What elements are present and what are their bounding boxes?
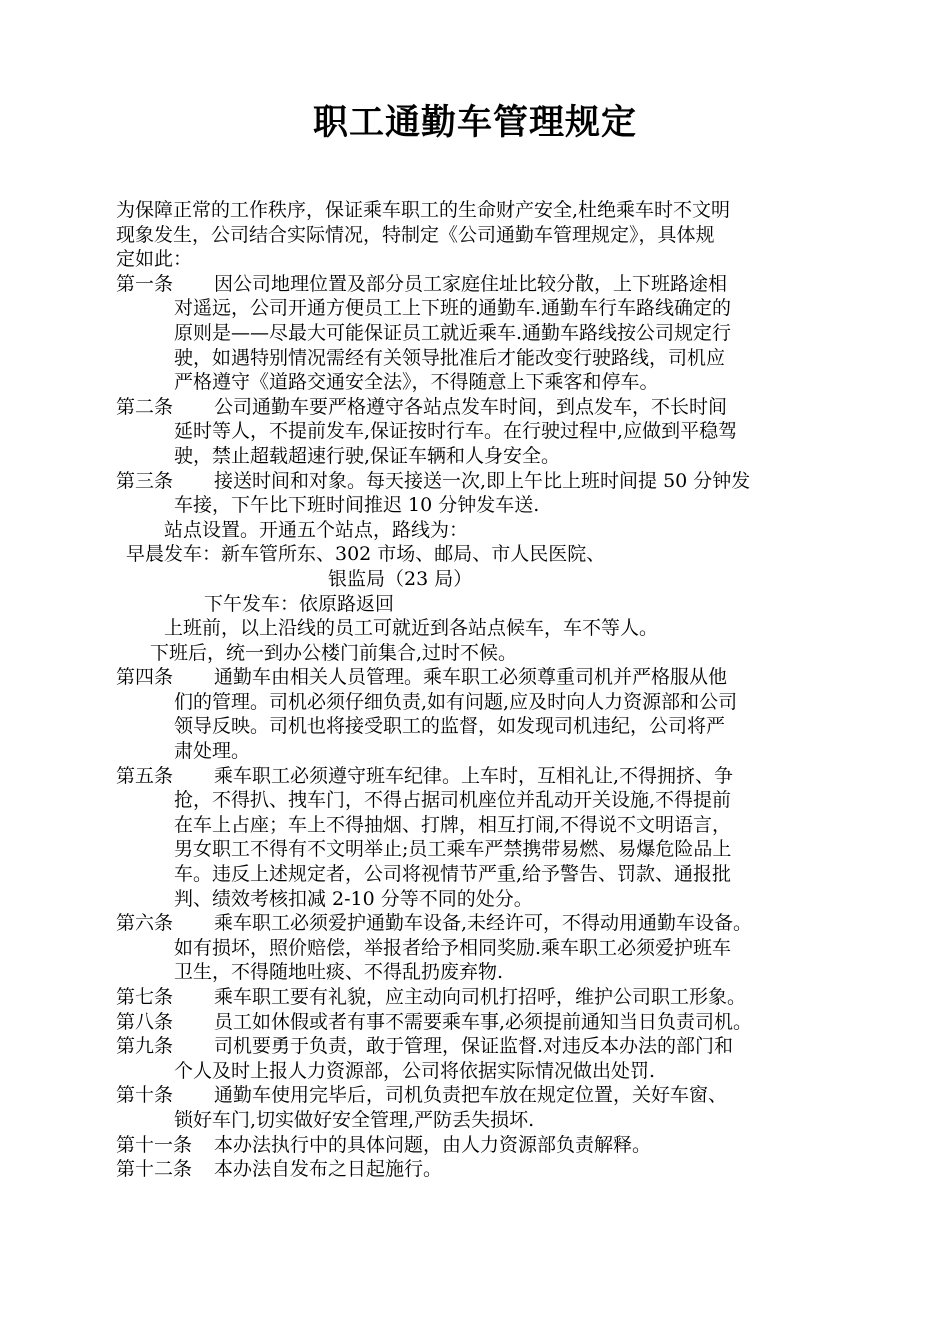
article-12-line bbox=[116, 1157, 846, 1182]
article-line: 判、绩效考核扣减 2-10 分等不同的处分。 bbox=[174, 887, 533, 910]
article-text: 因公司地理位置及部分员工家庭住址比较分散，上下班路途相 bbox=[214, 272, 728, 295]
article-4-first-line bbox=[116, 665, 846, 690]
article-10-first-line bbox=[116, 1083, 846, 1108]
article-line: 男女职工不得有不文明举止;员工乘车严禁携带易燃、易爆危险品上 bbox=[174, 838, 732, 861]
article-line: 驶，如遇特别情况需经有关领导批准后才能改变行驶路线，司机应 bbox=[174, 346, 726, 369]
intro-line: 定如此： bbox=[116, 248, 193, 271]
article-line: 肃处理。 bbox=[174, 740, 251, 763]
article-text: 乘车职工要有礼貌，应主动向司机打招呼，维护公司职工形象。 bbox=[214, 986, 747, 1008]
intro-line: 现象发生，公司结合实际情况，特制定《公司通勤车管理规定》，具体规 bbox=[116, 223, 715, 246]
article-line: 领导反映。司机也将接受职工的监督，如发现司机违纪，公司将严 bbox=[174, 715, 726, 738]
article-text: 员工如休假或者有事不需要乘车事,必须提前通知当日负责司机。 bbox=[214, 1010, 753, 1033]
article-text: 司机要勇于负责，敢于管理，保证监督.对违反本办法的部门和 bbox=[214, 1035, 734, 1058]
article-text: 乘车职工必须爱护通勤车设备,未经许可，不得动用通勤车设备。 bbox=[214, 912, 753, 935]
article-label: 第七条 bbox=[116, 986, 174, 1008]
article-2-first-line bbox=[116, 395, 846, 420]
article-label: 第九条 bbox=[116, 1035, 174, 1058]
article-5-first-line bbox=[116, 764, 846, 789]
article-line: 对遥远，公司开通方便员工上下班的通勤车.通勤车行车路线确定的 bbox=[174, 297, 732, 320]
article-line: 驶，禁止超载超速行驶,保证车辆和人身安全。 bbox=[174, 444, 561, 467]
article-line: 车接，下午比下班时间推迟 10 分钟发车送. bbox=[174, 494, 540, 517]
article-label: 第十二条 bbox=[116, 1158, 193, 1181]
article-line: 延时等人，不提前发车,保证按时行车。在行驶过程中,应做到平稳驾 bbox=[174, 420, 738, 443]
article-8-line bbox=[116, 1010, 846, 1035]
article-line: 原则是——尽最大可能保证员工就近乘车.通勤车路线按公司规定行 bbox=[174, 321, 732, 344]
article-line: 个人及时上报人力资源部，公司将依据实际情况做出处罚. bbox=[174, 1059, 656, 1082]
article-11-line bbox=[116, 1133, 846, 1158]
article-label: 第十条 bbox=[116, 1084, 174, 1107]
morning-route-line: 早晨发车：新车管所东、302 市场、邮局、市人民医院、 bbox=[126, 543, 606, 566]
after-work-line: 下班后，统一到办公楼门前集合,过时不候。 bbox=[150, 641, 518, 664]
article-text: 通勤车由相关人员管理。乘车职工必须尊重司机并严格服从他 bbox=[214, 666, 728, 689]
article-label: 第一条 bbox=[116, 272, 174, 295]
article-text: 接送时间和对象。每天接送一次,即上午比上班时间提 50 分钟发 bbox=[214, 469, 751, 492]
station-setup-line: 站点设置。开通五个站点，路线为： bbox=[164, 518, 469, 541]
article-label: 第五条 bbox=[116, 764, 174, 787]
article-label: 第十一条 bbox=[116, 1133, 193, 1156]
article-line: 们的管理。司机必须仔细负责,如有问题,应及时向人力资源部和公司 bbox=[174, 690, 738, 713]
article-text: 乘车职工必须遵守班车纪律。上车时，互相礼让,不得拥挤、争 bbox=[214, 764, 734, 787]
article-label: 第六条 bbox=[116, 912, 174, 935]
article-label: 第三条 bbox=[116, 469, 174, 492]
article-line: 锁好车门,切实做好安全管理,严防丢失损坏. bbox=[174, 1108, 535, 1131]
article-text: 公司通勤车要严格遵守各站点发车时间，到点发车，不长时间 bbox=[214, 395, 728, 418]
article-line: 抢，不得扒、拽车门，不得占据司机座位并乱动开关设施,不得提前 bbox=[174, 789, 732, 812]
article-3-first-line bbox=[116, 469, 846, 494]
article-text: 本办法自发布之日起施行。 bbox=[214, 1158, 443, 1181]
article-line: 严格遵守《道路交通安全法》，不得随意上下乘客和停车。 bbox=[174, 371, 659, 394]
document-title: 职工通勤车管理规定 bbox=[312, 103, 637, 143]
document-body bbox=[116, 198, 846, 1182]
article-label: 第二条 bbox=[116, 395, 174, 418]
afternoon-route-line: 下午发车：依原路返回 bbox=[204, 592, 395, 615]
intro-line: 为保障正常的工作秩序，保证乘车职工的生命财产安全,杜绝乘车时不文明 bbox=[116, 199, 731, 221]
article-label: 第八条 bbox=[116, 1010, 174, 1033]
before-work-line: 上班前，以上沿线的员工可就近到各站点候车，车不等人。 bbox=[164, 617, 659, 640]
article-line: 在车上占座；车上不得抽烟、打牌，相互打闹,不得说不文明语言， bbox=[174, 813, 732, 836]
article-7-line bbox=[116, 985, 846, 1010]
article-line: 车。违反上述规定者，公司将视情节严重,给予警告、罚款、通报批 bbox=[174, 863, 732, 886]
article-label: 第四条 bbox=[116, 666, 174, 689]
article-text: 通勤车使用完毕后，司机负责把车放在规定位置，关好车窗、 bbox=[214, 1084, 728, 1107]
article-text: 本办法执行中的具体问题，由人力资源部负责解释。 bbox=[214, 1133, 652, 1156]
article-line: 如有损坏，照价赔偿，举报者给予相同奖励.乘车职工必须爱护班车 bbox=[174, 936, 732, 959]
article-1-first-line bbox=[116, 272, 846, 297]
article-line: 卫生，不得随地吐痰、不得乱扔废弃物. bbox=[174, 961, 504, 984]
article-6-first-line bbox=[116, 911, 846, 936]
morning-route-cont-line: 银监局（23 局） bbox=[328, 567, 473, 590]
article-9-first-line bbox=[116, 1034, 846, 1059]
